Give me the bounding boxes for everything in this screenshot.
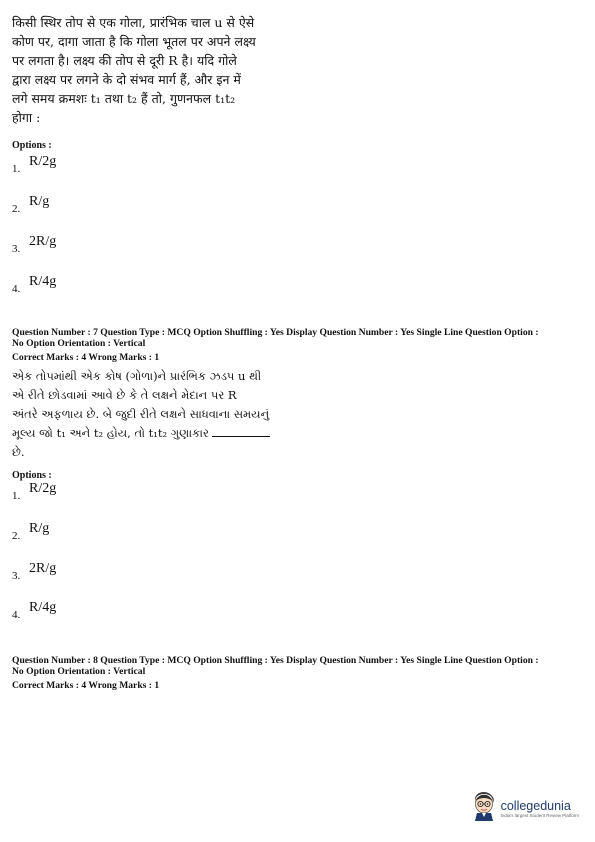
q8-meta-line1: Question Number : 8 Question Type : MCQ Option Shuffling : Yes Display Question Number : Yes Single Line Question Option :: [12, 655, 539, 666]
q6-option-1-number: 1.: [12, 163, 21, 175]
q7-meta: [12, 327, 539, 363]
q7-option-2-number: 2.: [12, 530, 21, 542]
q7-meta-line2: No Option Orientation : Vertical: [12, 338, 146, 349]
answer-blank: [212, 436, 270, 437]
q7-option-4-text[interactable]: R/4g: [29, 600, 57, 615]
q7-option-2-text[interactable]: R/g: [29, 521, 50, 536]
q7-line: એ રીતે છોડવામાં આવે છે કે તે લક્ષને મેદાન પર R: [12, 388, 237, 402]
q8-marks: Correct Marks : 4 Wrong Marks : 1: [12, 680, 160, 691]
q7-meta-line1: Question Number : 7 Question Type : MCQ Option Shuffling : Yes Display Question Number : Yes Single Line Question Option :: [12, 327, 539, 338]
mascot-icon: [471, 791, 497, 825]
q6-line: कोण पर, दागा जाता है कि गोला भूतल पर अपने लक्ष्य: [12, 34, 256, 49]
q7-option-1-number: 1.: [12, 490, 21, 502]
q7-line: છે.: [12, 445, 25, 459]
q6-option-1-text[interactable]: R/2g: [29, 154, 57, 169]
collegedunia-logo: [471, 791, 579, 825]
q7-option-4-number: 4.: [12, 609, 21, 621]
q7-line: [12, 424, 262, 443]
q6-option-3-number: 3.: [12, 243, 21, 255]
q7-line-text: મૂલ્ય જો t₁ અને t₂ હોય, તો t₁t₂ ગુણાકાર: [12, 426, 209, 440]
q7-option-3-number: 3.: [12, 570, 21, 582]
q6-option-4-text[interactable]: R/4g: [29, 274, 57, 289]
q8-meta-line2: No Option Orientation : Vertical: [12, 666, 146, 677]
q7-marks: Correct Marks : 4 Wrong Marks : 1: [12, 352, 160, 363]
q6-line: पर लगता है। लक्ष्य की तोप से दूरी R है। यदि गोले: [12, 53, 237, 68]
q7-line: એક તોપમાંથી એક કોષ (ગોળા)ને પ્રારંભિક ઝડપ u થી: [12, 369, 262, 383]
q6-option-2-text[interactable]: R/g: [29, 194, 50, 209]
q6-text: [12, 13, 262, 127]
q6-option-3-text[interactable]: 2R/g: [29, 234, 57, 249]
q7-option-1-text[interactable]: R/2g: [29, 481, 57, 496]
q6-options-label: Options :: [12, 140, 52, 151]
q6-line: लगे समय क्रमशः t₁ तथा t₂ हैं तो, गुणनफल t₁t₂: [12, 91, 236, 106]
q7-option-3-text[interactable]: 2R/g: [29, 561, 57, 576]
q6-option-4-number: 4.: [12, 283, 21, 295]
q7-line: અંતરે અફળાય છે. બે જુદી રીતે લક્ષને સાધવાના સમયનું: [12, 407, 270, 421]
logo-tagline: India's largest Student Review Platform: [500, 812, 579, 818]
q8-meta: [12, 655, 539, 691]
q6-line: द्वारा लक्ष्य पर लगने के दो संभव मार्ग हैं, और इन में: [12, 72, 241, 87]
q7-options-label: Options :: [12, 470, 52, 481]
q7-text: [12, 367, 270, 462]
q6-line: किसी स्थिर तोप से एक गोला, प्रारंभिक चाल u से ऐसे: [12, 15, 255, 30]
q6-line: होगा :: [12, 110, 41, 125]
logo-name: collegedunia: [500, 798, 571, 813]
q6-option-2-number: 2.: [12, 203, 21, 215]
